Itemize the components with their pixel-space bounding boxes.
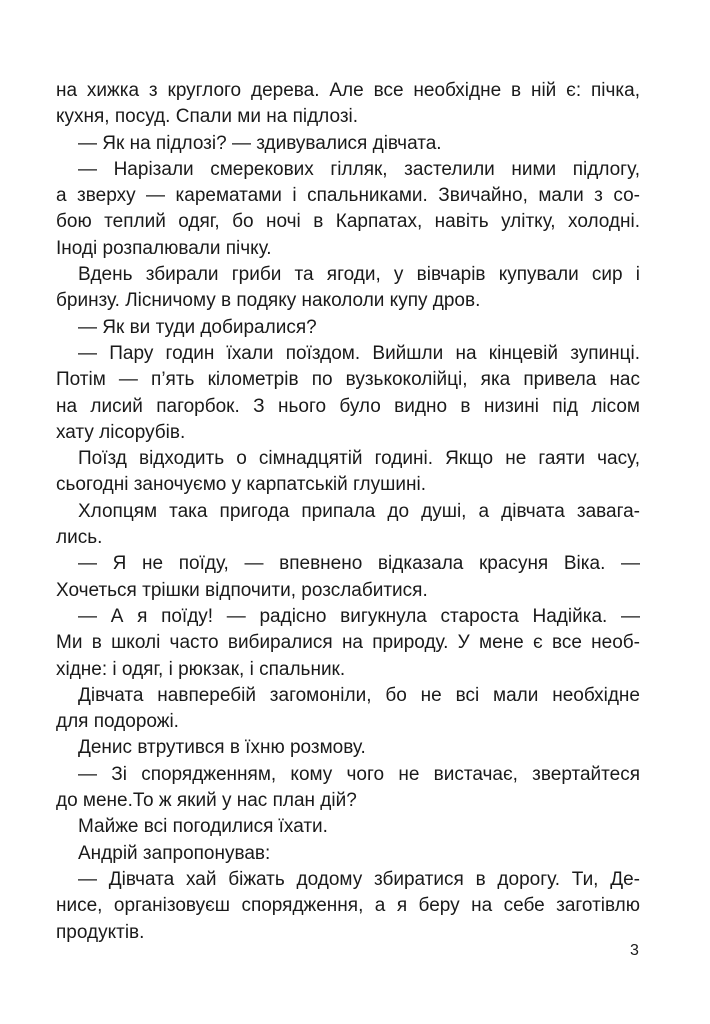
text-line: — Пару годин їхали поїздом. Вийшли на кінцевій зупинці. [78,342,640,364]
text-line: хату лісорубів. [56,421,186,443]
text-line: Потім — п’ять кілометрів по вузькоколійці, яка привела нас [56,369,640,391]
text-line: Хлопцям така пригода припала до душі, а дівчата завага- [78,500,640,522]
text-line: — Зі спорядженням, кому чого не вистачає, звертайтеся [78,763,640,785]
text-line: Поїзд відходить о сімнадцятій годині. Якщо не гаяти часу, [78,448,640,470]
text-line: на хижка з круглого дерева. Але все необхідне в ній є: пічка, [56,80,640,101]
page-number: 3 [630,942,639,959]
text-line: нисе, організовуєш спорядження, а я беру на себе заготівлю [56,895,640,917]
text-line: Майже всі погодилися їхати. [78,816,328,838]
text-line: до мене.То ж який у нас план дій? [56,790,357,812]
text-line: бою теплий одяг, бо ночі в Карпатах, навіть улітку, холодні. [56,211,640,233]
text-line: а зверху — карематами і спальниками. Звичайно, мали з со- [56,185,640,207]
text-line: хідне: і одяг, і рюкзак, і спальник. [56,658,346,680]
text-line: Хочеться трішки відпочити, розслабитися. [56,579,428,601]
text-line: Денис втрутився в їхню розмову. [78,737,366,759]
text-line: Дівчата навперебій загомоніли, бо не всі мали необхідне [78,684,640,706]
text-line: — Як ви туди добиралися? [78,316,317,338]
text-line: — А я поїду! — радісно вигукнула староста Надійка. — [78,605,640,627]
text-line: — Як на підлозі? — здивувалися дівчата. [78,132,442,154]
text-line: сьогодні заночуємо у карпатській глушині. [56,474,426,496]
text-line: — Нарізали смерекових гілляк, застелили ними підлогу, [78,158,640,180]
text-line: Вдень збирали гриби та ягоди, у вівчарів купували сир і [78,264,640,286]
text-line: Андрій запропонував: [78,842,271,864]
text-line: лись. [56,527,103,549]
text-line: Ми в школі часто вибиралися на природу. У мене є все необ- [56,632,640,654]
text-line: на лисий пагорбок. З нього було видно в низині під лісом [56,395,640,417]
text-line: — Я не поїду, — впевнено відказала красуня Віка. — [78,553,640,575]
text-line: бринзу. Лісничому в подяку накололи купу дров. [56,290,481,312]
text-line: кухня, посуд. Спали ми на підлозі. [56,106,359,128]
text-line: — Дівчата хай біжать додому збиратися в дорогу. Ти, Де- [78,868,640,890]
text-line: Іноді розпалювали пічку. [56,237,272,259]
text-line: для подорожі. [56,711,179,733]
body-text [56,78,640,946]
text-line: продуктів. [56,921,145,943]
